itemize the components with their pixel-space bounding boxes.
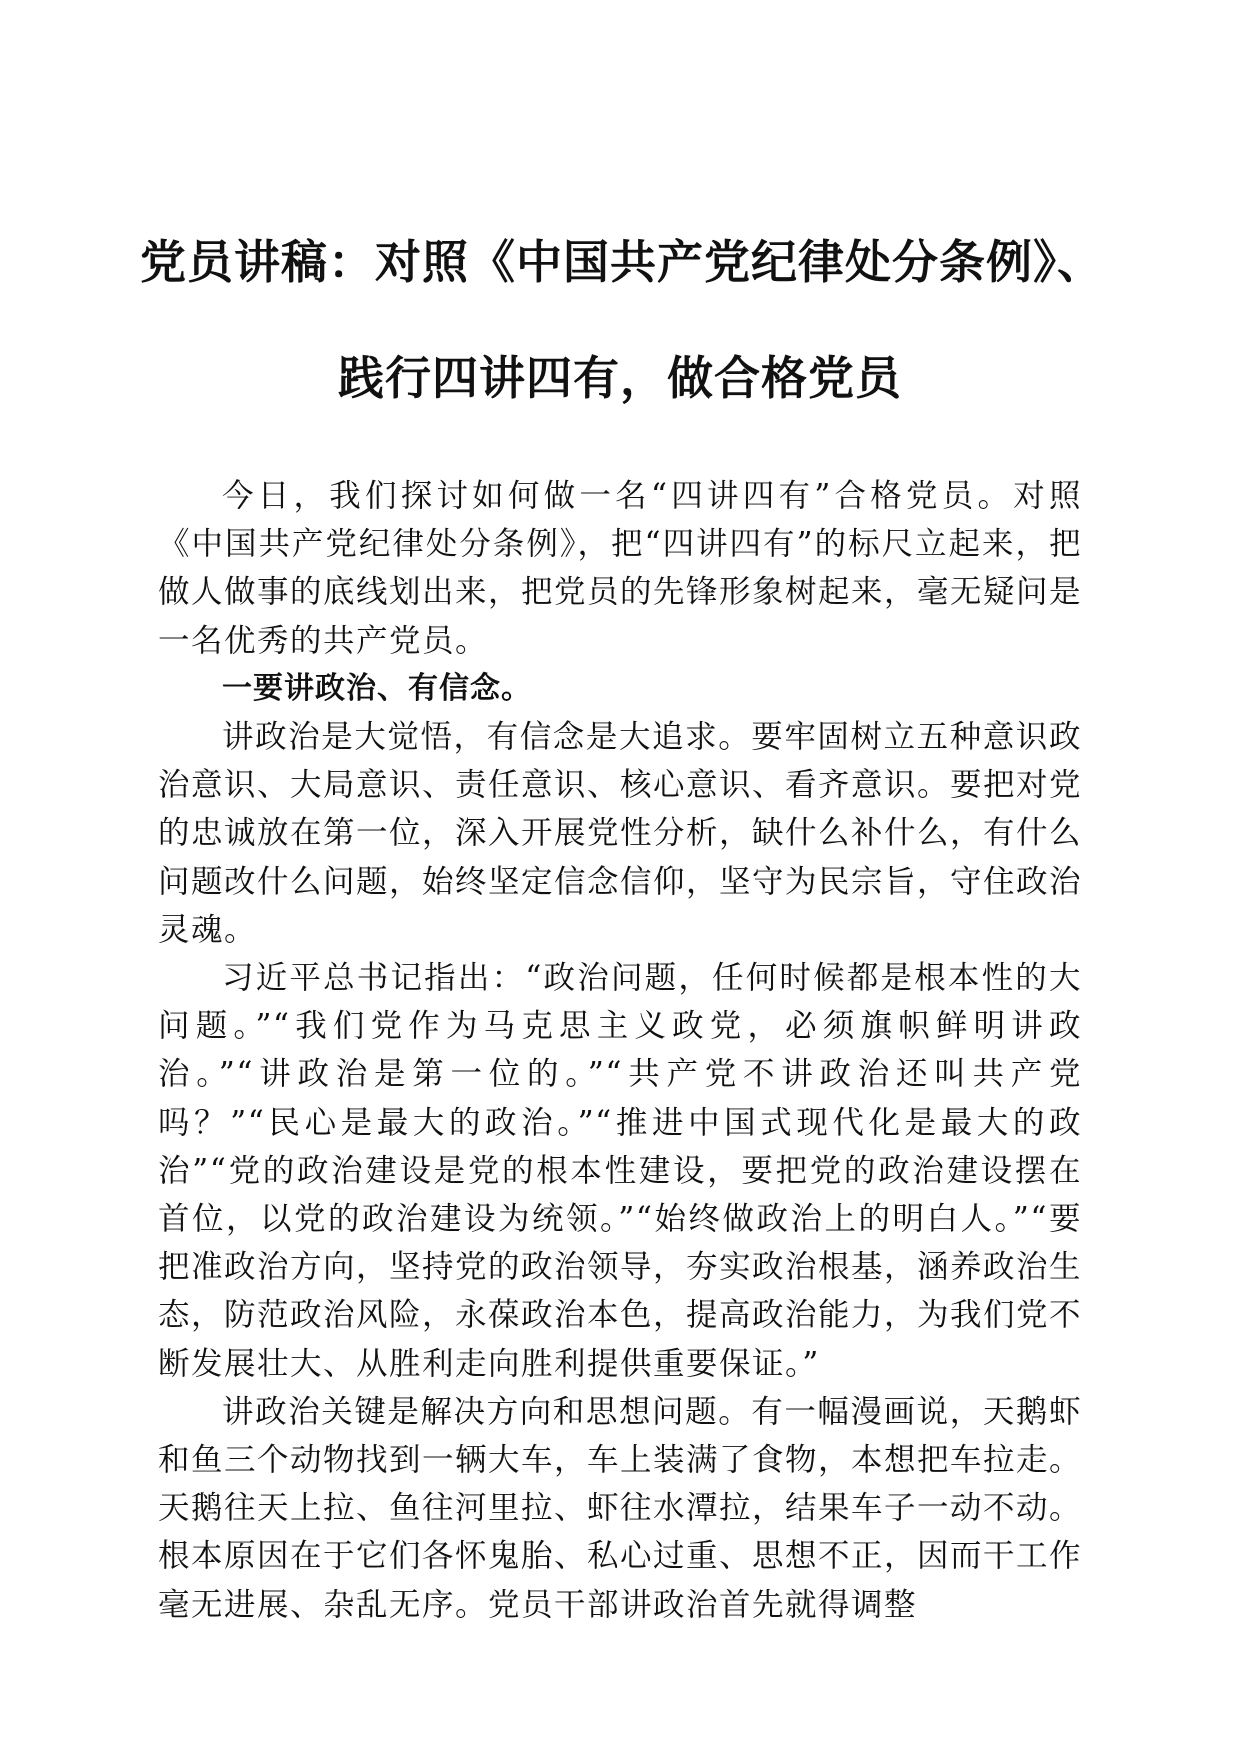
intro-paragraph: 今日，我们探讨如何做一名“四讲四有”合格党员。对照《中国共产党纪律处分条例》，把“四讲四有”的标尺立起来，把做人做事的底线划出来，把党员的先锋形象树起来，毫无疑问是一名优秀的共产党员。 <box>158 478 1083 659</box>
body-paragraph: 讲政治是大觉悟，有信念是大追求。要牢固树立五种意识政治意识、大局意识、责任意识、核心意识、看齐意识。要把对党的忠诚放在第一位，深入开展党性分析，缺什么补什么，有什么问题改什么问题，始终坚定信念信仰，坚守为民宗旨，守住政治灵魂。 <box>158 719 1083 948</box>
document-title-line-1: 党员讲稿：对照《中国共产党纪律处分条例》、 <box>140 235 1104 289</box>
body-paragraph: 讲政治关键是解决方向和思想问题。有一幅漫画说，天鹅虾和鱼三个动物找到一辆大车，车上装满了食物，本想把车拉走。天鹅往天上拉、鱼往河里拉、虾往水潭拉，结果车子一动不动。根本原因在于它们各怀鬼胎、私心过重、思想不正，因而干工作毫无进展、杂乱无序。党员干部讲政治首先就得调整 <box>158 1393 1083 1623</box>
section-heading: 一要讲政治、有信念。 <box>222 670 532 706</box>
document-title-line-2: 践行四讲四有，做合格党员 <box>338 351 902 405</box>
quote-paragraph: 习近平总书记指出：“政治问题，任何时候都是根本性的大问题。”“我们党作为马克思主义政党，必须旗帜鲜明讲政治。”“讲政治是第一位的。”“共产党不讲政治还叫共产党吗？”“民心是最大的政治。”“推进中国式现代化是最大的政治”“党的政治建设是党的根本性建设，要把党的政治建设摆在首位，以党的政治建设为统领。”“始终做政治上的明白人。”“要把准政治方向，坚持党的政治领导，夯实政治根基，涵养政治生态，防范政治风险，永葆政治本色，提高政治能力，为我们党不断发展壮大、从胜利走向胜利提供重要保证。” <box>158 960 1083 1382</box>
document-body <box>158 472 1082 1629</box>
